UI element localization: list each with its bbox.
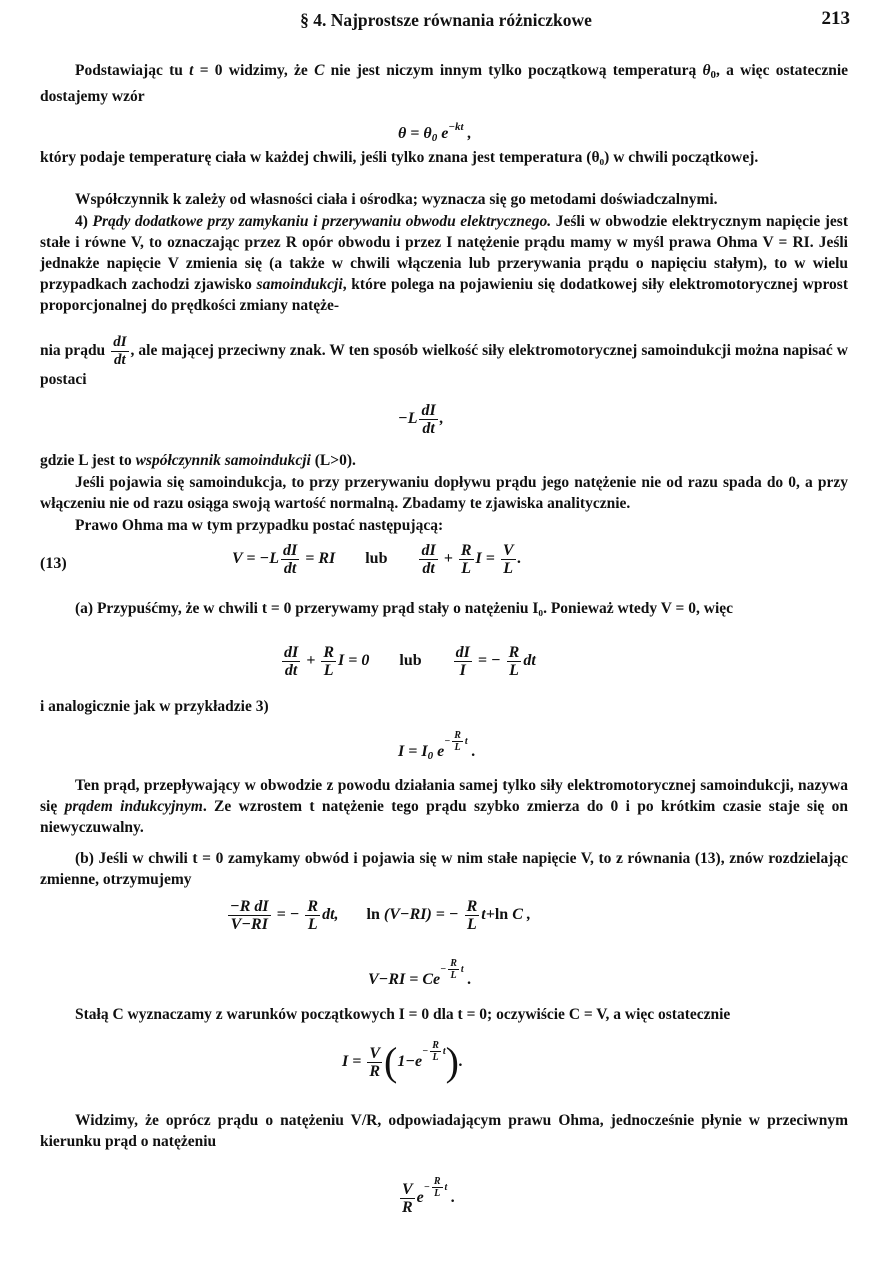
paragraph-analogy: i analogicznie jak w przykładzie 3)	[40, 698, 269, 715]
equation-13: V = −L $\frac{dI}{dt}$ = RI lub $\frac{dI}{dt}$ + $\frac{R}{L}$ I = $\frac{V}{L}$ .	[232, 542, 522, 577]
paragraph-ohm-law: Prawo Ohma ma w tym przypadku postać następującą:	[75, 517, 444, 534]
equation-theta: $\theta = \theta_0$ $e^{-kt}$ ,	[398, 121, 472, 144]
paragraph-analysis: Jeśli pojawia się samoindukcja, to przy przerywaniu dopływu prądu jego natężenie nie od razu spada do 0, a przy włączeniu nie od razu osiąga swoją wartość normalną. Zbadamy te zjawiska analitycznie.	[40, 474, 848, 512]
equation-case-b-exp: $V-RI = Ce^{- \frac{R}{L} t}$ .	[368, 958, 472, 988]
paragraph-opposite-current: Widzimy, że oprócz prądu o natężeniu V/R, odpowiadającym prawu Ohma, jednocześnie płynie w przeciwnym kierunku prąd o natężeniu	[40, 1112, 848, 1150]
example-title: Prądy dodatkowe przy zamykaniu i przerywaniu obwodu elektrycznego.	[92, 213, 552, 230]
section-title: § 4. Najprostsze równania różniczkowe	[300, 10, 592, 30]
equation-induced-current: $I = I_0$ $e^{- \frac{R}{L} t}$ .	[398, 730, 476, 762]
paragraph-constant: Stałą C wyznaczamy z warunków początkowych I = 0 dla t = 0; oczywiście C = V, a więc ostatecznie	[75, 1006, 731, 1023]
paragraph-case-b: (b) Jeśli w chwili t = 0 zamykamy obwód i pojawia się w nim stałe napięcie V, to z równania (13), znów rozdzielając zmienne, otrzymujemy	[40, 850, 848, 888]
equation-label-13: (13)	[40, 555, 67, 572]
equation-case-a-separation: $\frac{dI}{dt}$ + $\frac{R}{L}$ I = 0 lub $\frac{dI}{I}$ = − $\frac{R}{L}$ dt	[284, 644, 536, 679]
paragraph-intro: Podstawiając tu t = 0 widzimy, że C nie jest niczym innym tylko początkową temperaturą $\theta_0$, a więc ostatecznie dostajemy wzór	[40, 62, 848, 105]
equation-self-induction-emf: −L $\frac{dI}{dt}$ ,	[398, 402, 444, 437]
paragraph-case-a: (a) Przypuśćmy, że w chwili t = 0 przerywamy prąd stały o natężeniu I₀. Ponieważ wtedy V = 0, więc	[75, 600, 734, 617]
page-number: 213	[821, 8, 850, 29]
paragraph-temperature: który podaje temperaturę ciała w każdej chwili, jeśli tylko znana jest temperatura (θ₀) w chwili początkowej.	[40, 149, 759, 166]
paragraph-induced-current: Ten prąd, przepływający w obwodzie z powodu działania samej tylko siły elektromotorycznej samoindukcji, nazywa się prądem indukcyjnym. Ze wzrostem t natężenie tego prądu szybko zmierza do 0 i po krótkim czasie staje się on niewyczuwalny.	[40, 777, 848, 836]
equation-closing-current: I = $\frac{V}{R}$ $(1-e^{- \frac{R}{L} t})$.	[342, 1039, 463, 1085]
paragraph-inductance-def: gdzie L jest to współczynnik samoindukcji (L>0).	[40, 452, 356, 469]
paragraph-example-4: 4) Prądy dodatkowe przy zamykaniu i przerywaniu obwodu elektrycznego. Jeśli w obwodzie elektrycznym napięcie jest stałe i równe V, to oznaczając przez R opór obwodu i przez I natężenie prądu mamy w myśl prawa Ohma V = RI. Jeśli jednakże napięcie V zmienia się (a także w chwili włączenia lub przerywania prądu o napięciu stałym), to w wielu przypadkach zachodzi zjawisko samoindukcji, które polega na pojawieniu się dodatkowej siły elektromotorycznej wprost proporcjonalnej do prędkości zmiany natęże-	[40, 213, 849, 314]
paragraph-current-rate: nia prądu $\frac{dI}{dt}$ , ale mającej przeciwny znak. W ten sposób wielkość siły elektromotorycznej samoindukcji można napisać w postaci	[40, 334, 849, 388]
equation-case-b-integration: $\frac{\text{−R dI}}{V-RI}$ = − $\frac{R}{L}$ dt, ln (V−RI) = − $\frac{R}{L}$ t+ln C ,	[230, 898, 531, 933]
paragraph-coefficient: Współczynnik k zależy od własności ciała i ośrodka; wyznacza się go metodami doświadczalnymi.	[75, 191, 718, 208]
equation-opposite-current: $\frac{V}{R}$ $e^{- \frac{R}{L} t}$ .	[402, 1176, 456, 1216]
running-header	[42, 8, 850, 36]
